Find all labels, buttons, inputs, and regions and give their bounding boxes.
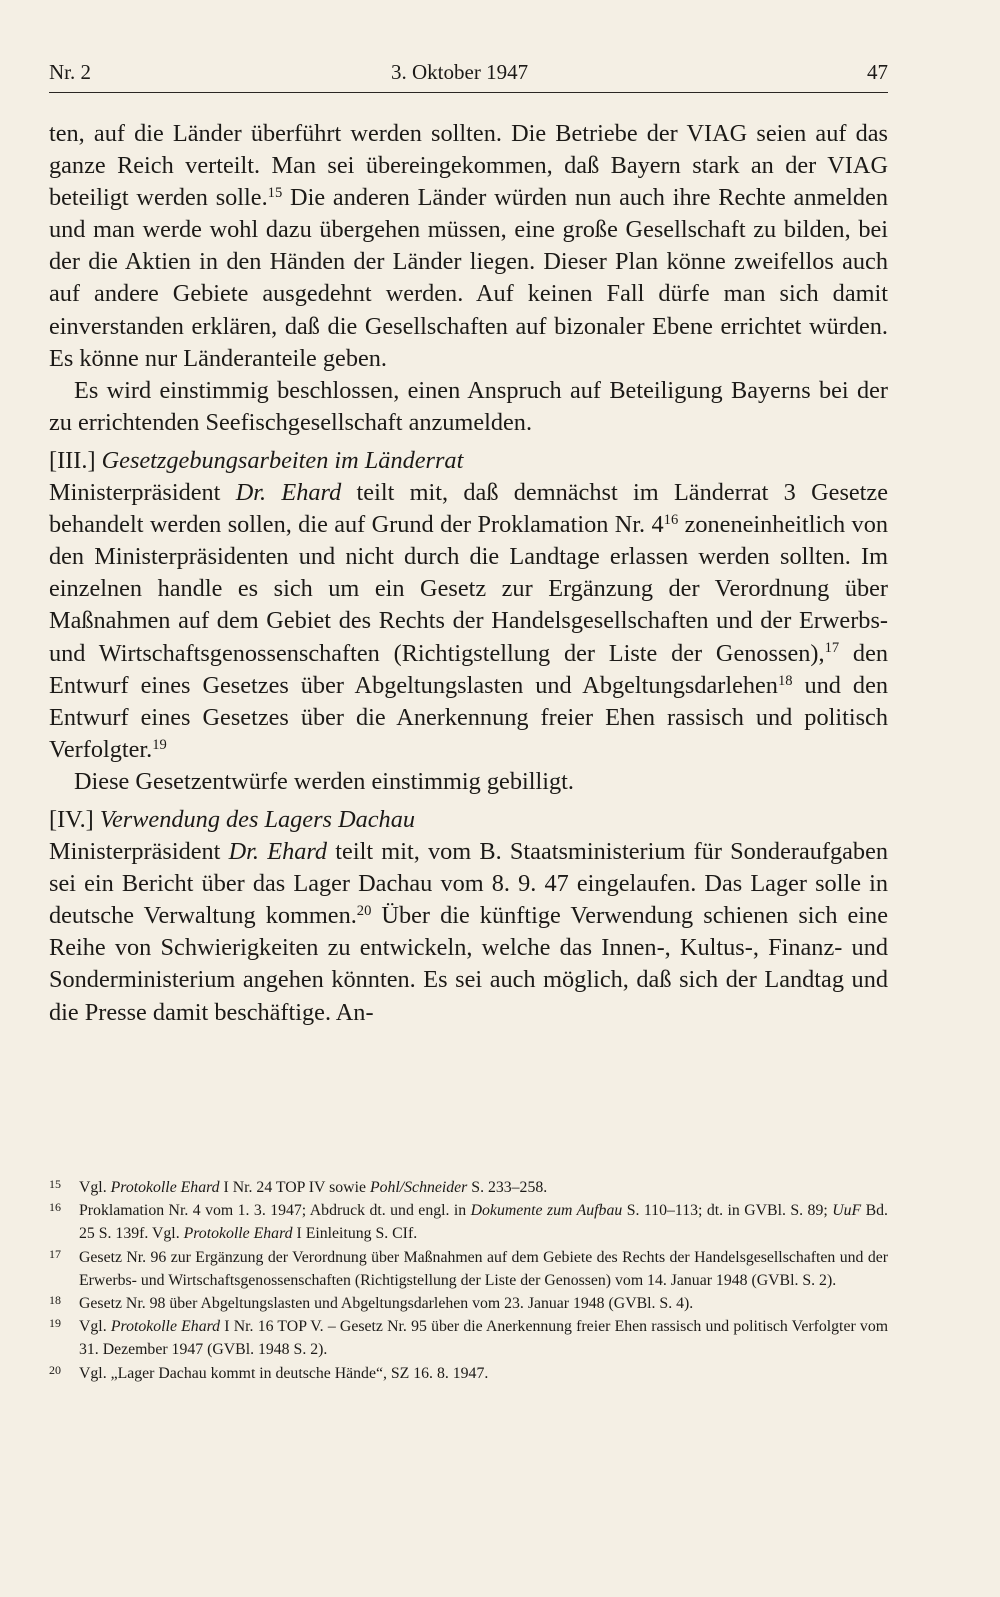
running-header xyxy=(49,60,888,90)
session-date: 3. Oktober 1947 xyxy=(391,60,529,84)
person-name: Ehard xyxy=(267,838,328,866)
footnote-ref-19[interactable]: 19 xyxy=(152,736,167,753)
footnote-18: 18 Gesetz Nr. 98 über Abgeltungslasten und Abgeltungsdarlehen vom 23. Januar 1948 (GVBl. S. 4). xyxy=(49,1292,888,1315)
footnote-ref-17[interactable]: 17 xyxy=(824,640,840,657)
footnote-ref-15[interactable]: 15 xyxy=(267,185,283,202)
footnote-number: 17 xyxy=(49,1246,61,1261)
footnote-number: 18 xyxy=(49,1293,61,1308)
footnote-ref-18[interactable]: 18 xyxy=(777,672,793,689)
footnote-number: 16 xyxy=(49,1200,61,1215)
section-title: Gesetzgebungsarbeiten im Länderrat xyxy=(101,446,464,474)
paragraph-approval: Diese Gesetzentwürfe werden einstimmig gebilligt. xyxy=(74,767,574,795)
main-text xyxy=(49,118,888,1029)
footnote-ref-20[interactable]: 20 xyxy=(356,903,372,920)
footnote-17: 17 Gesetz Nr. 96 zur Ergänzung der Verordnung über Maßnahmen auf dem Gebiete des Rechts der Handelsgesellschaften und der Erwerbs- und Wirtschaftsgenossenschaften (Richtigstellung der Liste der Genossen) vom 14. Januar 1948 (GVBl. S. 2). xyxy=(49,1246,888,1292)
paragraph-resolution-seefisch: Es wird einstimmig beschlossen, einen Anspruch auf Beteiligung Bayerns bei der zu errichtenden Seefischgesellschaft anzumelden. xyxy=(49,376,888,436)
document-number: Nr. 2 xyxy=(49,60,91,84)
footnote-20: 20 Vgl. „Lager Dachau kommt in deutsche Hände“, SZ 16. 8. 1947. xyxy=(49,1362,888,1385)
section-heading-iii xyxy=(49,445,888,477)
section-number: [IV.] xyxy=(49,805,94,833)
footnote-number: 20 xyxy=(49,1362,61,1377)
section-heading-iv xyxy=(49,804,888,836)
footnote-19: 19 Vgl. Protokolle Ehard I Nr. 16 TOP V. – Gesetz Nr. 95 über die Anerkennung freier Ehen rassisch und politisch Verfolgter vom 31. Dezember 1947 (GVBl. 1948 S. 2). xyxy=(49,1315,888,1361)
footnote-16: 16 Proklamation Nr. 4 vom 1. 3. 1947; Abdruck dt. und engl. in Dokumente zum Aufbau S. 110–113; dt. in GVBl. S. 89; UuF Bd. 25 S. 139f. Vgl. Protokolle Ehard I Einleitung S. CIf. xyxy=(49,1199,888,1245)
paragraph-gesetzgebung: Ministerpräsident Dr. Ehard teilt mit, daß demnächst im Länderrat 3 Gesetze behandelt werden sollen, die auf Grund der Proklamation Nr. $4^{16}$ zoneneinheitlich von den Ministerpräsidenten und nicht durch die Landtage erlassen werden sollten. Im einzelnen handle es sich um ein Gesetz zur Ergänzung der Verordnung über Maßnahmen auf dem Gebiet des Rechts der Handelsgesellschaften und der Erwerbs- und Wirtschaftsgenossenschaften (Richtigstellung der Liste der Genossen),$^{17}$ den Entwurf eines Gesetzes über Abgeltungslasten und Abgeltungsdarlehen$^{18}$ und den Entwurf eines Gesetzes über die Anerkennung freier Ehen rassisch und politisch Verfolgter.$^{19}$ xyxy=(49,479,889,763)
footnote-number: 19 xyxy=(49,1316,61,1331)
paragraph-viag: ten, auf die Länder überführt werden sollten. Die Betriebe der VIAG seien auf das ganze Reich verteilt. Man sei übereingekommen, daß Bayern stark an der VIAG beteiligt werden solle.$^{15}$ Die anderen Länder würden nun auch ihre Rechte anmelden und man werde wohl dazu übergehen müssen, eine große Gesellschaft zu bilden, bei der die Aktien in den Händen der Länder liegen. Dieser Plan könne zweifellos auch auf andere Gebiete ausgedehnt werden. Auf keinen Fall dürfe man sich damit einverstanden erklären, daß die Gesellschaften auf bizonaler Ebene errichtet würden. Es könne nur Länderanteile geben. xyxy=(49,120,888,372)
header-rule xyxy=(49,92,888,93)
section-number: [III.] xyxy=(49,446,96,474)
footnote-15: 15 Vgl. Protokolle Ehard I Nr. 24 TOP IV sowie Pohl/Schneider S. 233–258. xyxy=(49,1176,888,1199)
footnotes xyxy=(49,1176,888,1385)
person-name: Ehard xyxy=(281,479,342,507)
paragraph-dachau: Ministerpräsident Dr. Ehard teilt mit, vom B. Staatsministerium für Sonderaufgaben sei ein Bericht über das Lager Dachau vom 8. 9. 47 eingelaufen. Das Lager solle in deutsche Verwaltung kommen.$^{20}$ Über die künftige Verwendung schienen sich eine Reihe von Schwierigkeiten zu entwickeln, welche das Innen-, Kultus-, Finanz- und Sonderministerium angehen könnten. Es sei auch möglich, daß sich der Landtag und die Presse damit beschäftige. An- xyxy=(49,838,888,1026)
page-number: 47 xyxy=(867,60,888,84)
footnote-number: 15 xyxy=(49,1177,61,1191)
section-title: Verwendung des Lagers Dachau xyxy=(99,805,416,833)
footnote-ref-16[interactable]: 16 xyxy=(663,512,679,529)
